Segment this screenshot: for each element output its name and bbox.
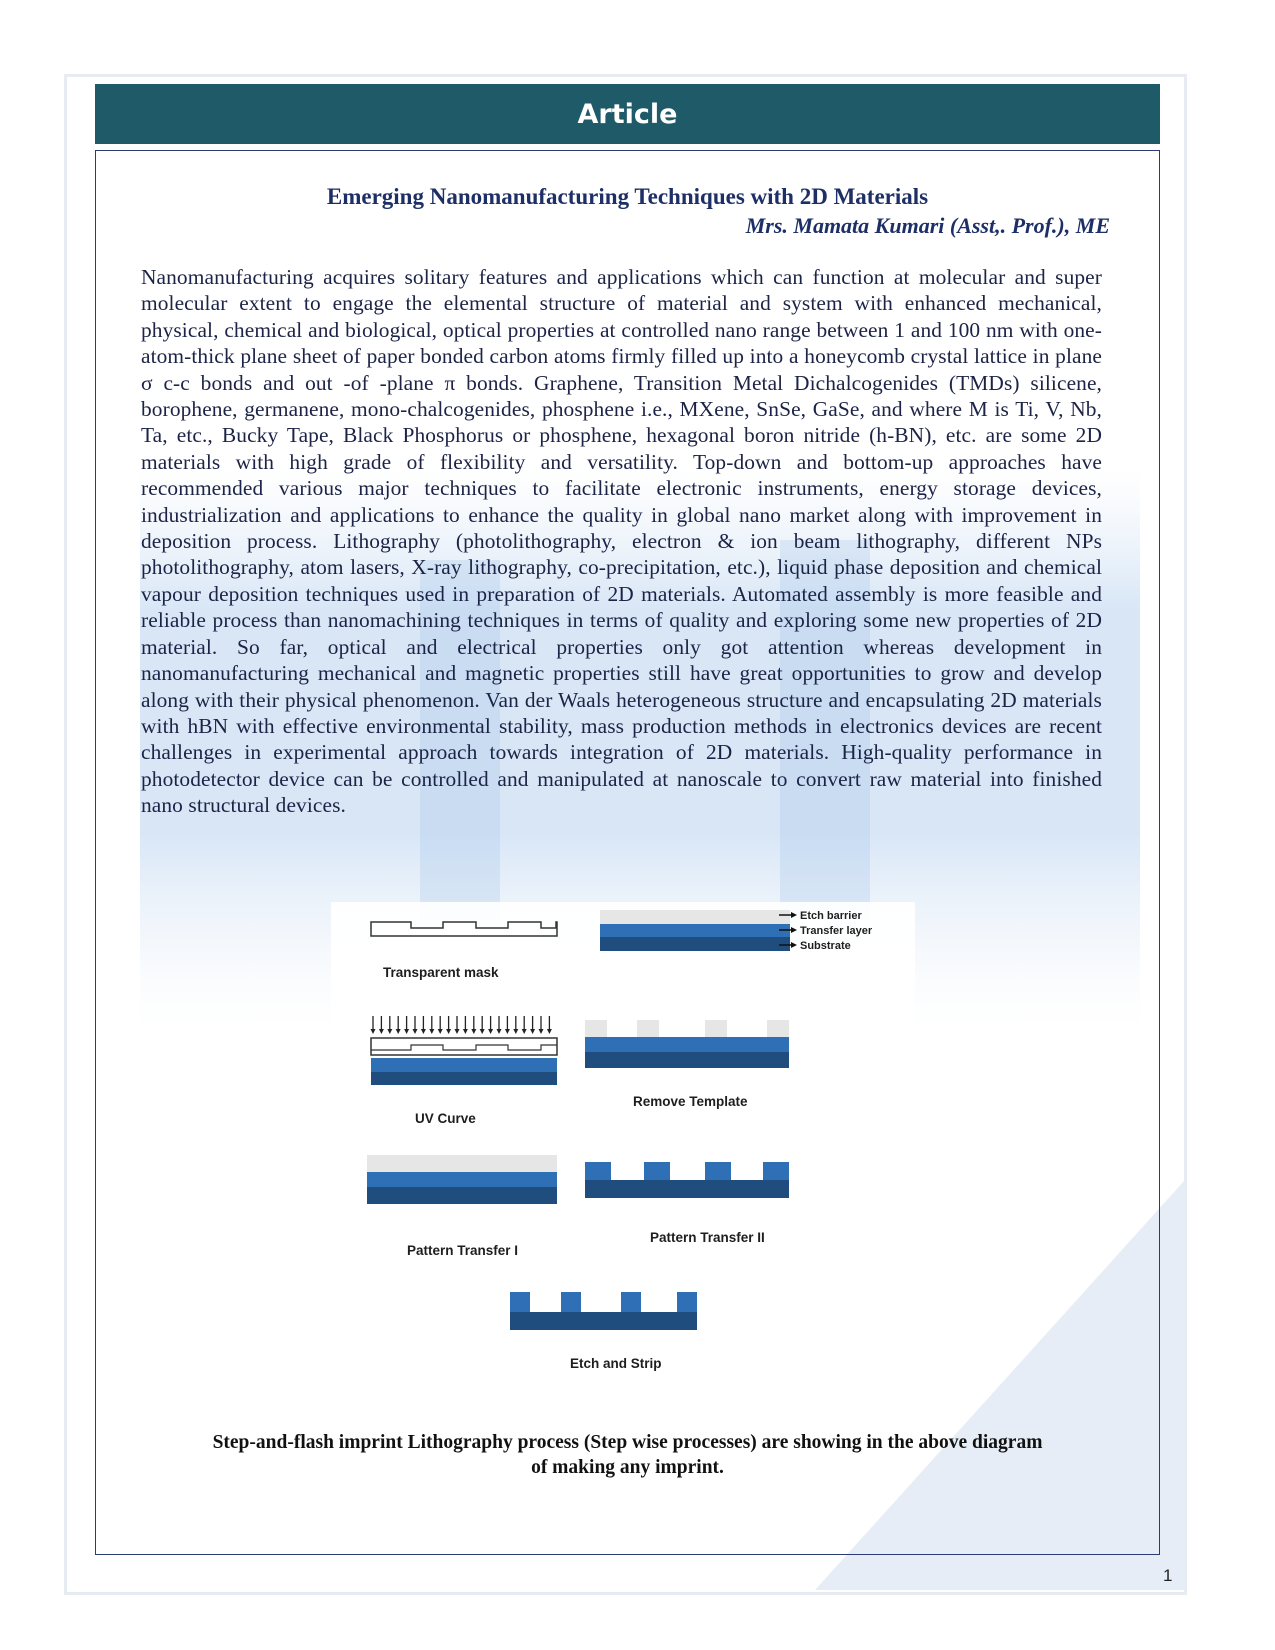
transparent-mask-label: Transparent mask [383,965,499,980]
legend-substrate: Substrate [800,940,851,952]
uv-curve-label: UV Curve [415,1111,476,1126]
figure-caption-line-2: of making any imprint. [531,1457,724,1478]
article-section-title: Article [577,98,678,130]
figure-caption-line-1: Step-and-flash imprint Lithography process (Step wise processes) are showing in the above diagram [212,1432,1043,1453]
article-body: Nanomanufacturing acquires solitary features and applications which can function at molecular and super molecular extent to engage the elemental structure of material and system with enhanced mechanical, physical, chemical and biological, optical properties at controlled nano range between 1 and 100 nm with one-atom-thick plane sheet of paper bonded carbon atoms firmly filled up into a honeycomb crystal lattice in plane σ c-c bonds and out -of -plane π bonds. Graphene, Transition Metal Dichalcogenides (TMDs) silicene, borophene, germanene, mono-chalcogenides, phosphene i.e., MXene, SnSe, GaSe, and where M is Ti, V, Nb, Ta, etc., Bucky Tape, Black Phosphorus or phosphene, hexagonal boron nitride (h-BN), etc. are some 2D materials with high grade of flexibility and versatility. Top-down and bottom-up approaches have recommended various major techniques to facilitate electronic instruments, energy storage devices, industrialization and applications to enhance the quality in global nano market along with improvement in deposition process. Lithography (photolithography, electron & ion beam lithography, different NPs photolithography, atom lasers, X-ray lithography, co-precipitation, etc.), liquid phase deposition and chemical vapour deposition techniques used in preparation of 2D materials. Automated assembly is more feasible and reliable process than nanomachining techniques in terms of quality and exploring some new properties of 2D material. So far, optical and electrical properties only got attention whereas development in nanomanufacturing mechanical and magnetic properties still have great opportunities to grow and develop along with their physical phenomenon. Van der Waals heterogeneous structure and encapsulating 2D materials with hBN with effective environmental stability, mass production methods in electronics devices are recent challenges in experimental approach towards integration of 2D materials. High-quality performance in photodetector device can be controlled and manipulated at nanoscale to convert raw material into finished nano structural devices. [141,265,1102,818]
pattern-transfer-2-label: Pattern Transfer II [650,1230,765,1245]
article-title: Emerging Nanomanufacturing Techniques with 2D Materials [326,184,929,209]
etch-and-strip-label: Etch and Strip [570,1356,662,1371]
pattern-transfer-1-label: Pattern Transfer I [407,1243,519,1258]
legend-etch-barrier: Etch barrier [800,910,862,922]
remove-template-label: Remove Template [633,1094,748,1109]
page-number: 1 [1163,1566,1173,1585]
layer-stack-legend [600,910,873,952]
figure-caption [95,1430,1160,1480]
article-header-bar [95,84,1160,144]
legend-transfer-layer: Transfer layer [800,925,873,937]
article-author: Mrs. Mamata Kumari (Asst,. Prof.), ME [745,213,1110,238]
lithography-process-diagram [331,902,915,1392]
